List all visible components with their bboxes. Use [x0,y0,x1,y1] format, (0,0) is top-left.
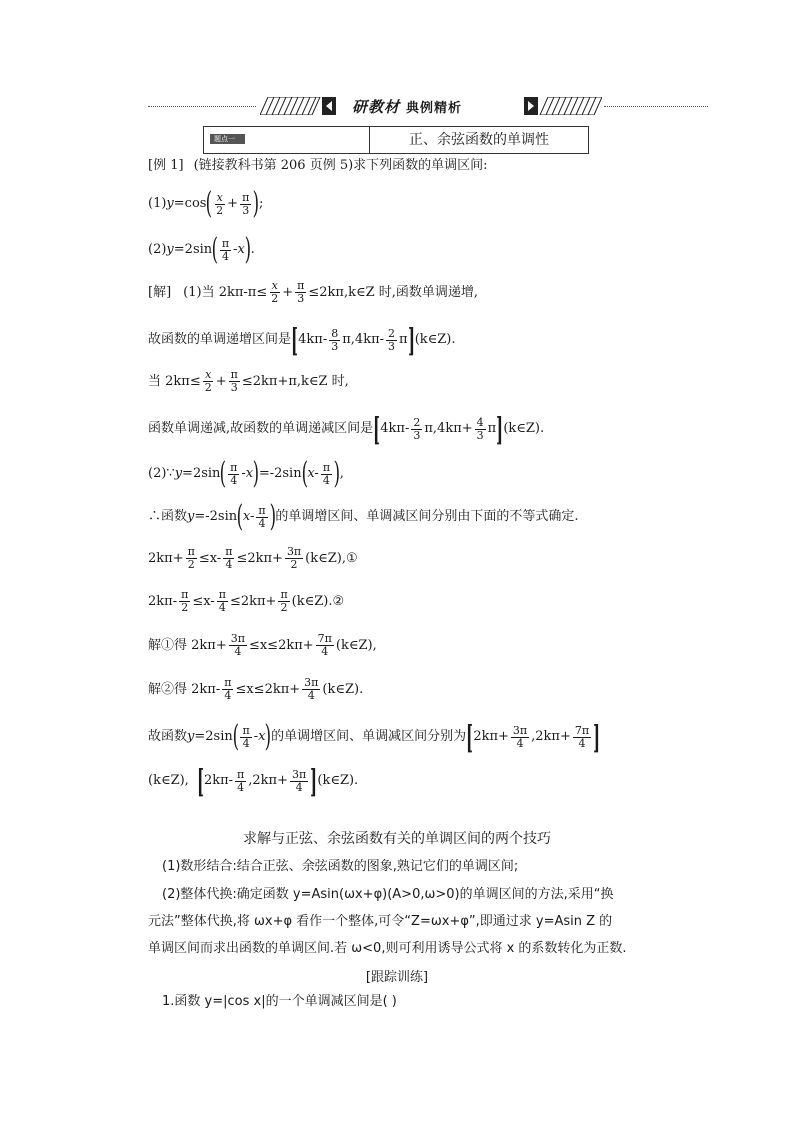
frac-den: 4 [516,736,524,750]
s8-b: ≤x- [192,593,215,609]
bracket-close: ] [407,321,415,359]
q1-end: ; [259,196,264,211]
frac-num: π [258,503,266,517]
frac-den: 4 [321,645,329,658]
q1-y: y [166,196,174,211]
s6-y: y [187,509,195,524]
frac-den: 4 [295,780,303,794]
q1-plus: + [227,196,239,211]
s9-c: (k∈Z), [335,637,377,653]
s8-a: 2kπ- [148,593,178,609]
bracket-close: ] [310,762,318,800]
topic-box [203,126,589,154]
frac-num: π [187,545,195,558]
frac-num: 7π [317,632,332,645]
paren-close: ) [244,232,251,267]
s11-c: =2sin [194,729,233,744]
tip-2-line-b: 元法”整体代换,将 ωx+φ 看作一个整体,可令“Z=ωx+φ”,即通过求 y=Asin Z 的 [148,914,613,929]
s11-frac [240,725,251,750]
bracket-open: [ [466,718,474,756]
s5-frac-1 [228,462,239,487]
solution-line-1 [148,280,478,305]
tip-1: (1)数形结合:结合正弦、余弦函数的图象,熟记它们的单调区间; [162,859,519,874]
frac-num: 3π [292,767,307,781]
s5-y: y [174,466,183,481]
header-title-a: 研教材 [352,98,401,116]
paren-open: ( [211,232,219,267]
q2-end: . [250,242,255,257]
solution-line-10 [148,677,363,702]
frac-den: 2 [290,558,298,571]
paren-open: ( [236,499,244,534]
s7-c: ≤2kπ+ [236,550,283,566]
frac-num: 7π [574,723,590,737]
s1-text-end: ≤2kπ,k∈Z 时,函数单调递增, [308,284,479,300]
frac-num: π [237,767,245,781]
header-title-b: 典例精析 [406,101,463,116]
s2-b: 4kπ- [298,332,328,347]
paren-close: ) [269,499,276,534]
frac-num: π [280,588,288,601]
frac-num: π [181,588,189,601]
s1-frac-2 [295,280,306,305]
s10-a: 解②得 2kπ- [148,681,221,697]
bracket-open: [ [291,321,298,359]
frac-den: 4 [578,736,586,750]
bracket-close: ] [593,718,601,756]
frac-num: 8 [331,326,339,340]
solution-line-2 [148,321,456,359]
tips-heading: 求解与正弦、余弦函数有关的单调区间的两个技巧 [243,831,551,847]
s6-d: x- [242,509,255,524]
s7-b: ≤x- [198,550,222,566]
s4-b: 4kπ- [380,421,410,436]
s11-y: y [187,729,195,744]
q2-y: y [166,242,174,257]
header-dots-left [148,106,256,107]
s9-a: 解①得 2kπ+ [148,637,227,653]
frac-den: 2 [271,292,279,305]
q2-minus: - [233,242,238,257]
example-line [148,157,488,175]
frac-den: 3 [331,339,339,353]
s12-c: ,2kπ+ [248,773,288,788]
s8-frac-3 [278,589,289,614]
s2-frac-2 [386,328,397,353]
s5-d: -x [241,466,254,481]
s8-d: (k∈Z).② [291,593,345,609]
s9-frac-2 [316,633,334,658]
s11-frac-2 [511,725,529,750]
header-stripes-right-icon [524,97,602,115]
frac-den: 3 [413,428,421,442]
s10-b: ≤x≤2kπ+ [235,681,301,697]
paren-open: ( [220,456,227,491]
s9-b: ≤x≤2kπ+ [248,637,314,653]
frac-num: 3π [286,545,302,558]
s5-c: =2sin [182,466,221,481]
solution-line-3 [148,369,349,394]
frac-num: x [216,190,223,204]
solution-line-12 [148,762,359,800]
frac-den: 3 [242,203,250,217]
tip-2-line-a: (2)整体代换:确定函数 y=Asin(ωx+φ)(A>0,ω>0)的单调区间的方法,采用“换 [162,887,614,902]
frac-den: 4 [230,473,238,487]
solution-label: [解] [148,284,172,300]
q1-frac-2 [240,192,251,217]
paren-open: ( [301,456,308,491]
solution-line-4 [148,410,545,448]
s11-frac-3 [573,725,591,750]
frac-num: 4 [476,415,484,429]
s3-plus: + [215,373,227,389]
s2-c: π,4kπ- [342,332,385,347]
s8-frac-2 [217,589,228,614]
s1-plus: + [282,284,294,300]
header-dots-right [604,106,708,107]
s12-a: (k∈Z), [148,773,189,788]
solution-line-6 [148,499,579,534]
frac-den: 4 [237,780,245,794]
bracket-open: [ [373,410,381,448]
s10-c: (k∈Z). [322,681,364,697]
frac-num: 3π [230,632,245,645]
frac-num: π [322,460,331,474]
frac-den: 4 [224,689,232,702]
q2-frac [220,238,231,263]
q2-number: (2) [148,242,167,257]
s2-text: 故函数的单调递增区间是 [148,332,292,347]
practice-question-1: 1.函数 y=|cos x|的一个单调减区间是( ) [162,994,397,1009]
practice-heading: [跟踪训练] [365,970,429,985]
topic-tag-cell [204,127,370,153]
frac-num: π [242,723,250,737]
frac-den: 4 [307,689,315,702]
s4-frac-2 [475,417,486,442]
s12-b: 2kπ- [203,773,234,788]
frac-num: π [242,190,250,204]
s1-frac-1 [269,280,280,305]
q1-frac-1 [214,192,225,217]
q2-func: =2sin [173,242,213,257]
s7-frac-2 [223,546,234,571]
s5-g: , [339,466,344,481]
frac-num: x [205,368,212,381]
frac-den: 3 [297,292,305,305]
s7-d: (k∈Z),① [305,550,358,566]
s4-c: π,4kπ+ [424,421,473,436]
header-stripes-left-icon [260,97,338,115]
s1-text: (1)当 2kπ-π≤ [183,284,268,300]
s10-frac-1 [222,677,233,702]
s10-frac-2 [302,677,320,702]
frac-den: 2 [181,601,189,614]
s2-d: π [399,332,408,347]
s11-d: -x [253,729,266,744]
frac-den: 4 [218,601,226,614]
frac-num: x [271,279,278,292]
s9-frac-1 [229,633,247,658]
frac-den: 4 [322,473,330,487]
frac-num: 2 [388,326,396,340]
s6-a: ∴函数 [148,509,188,524]
frac-num: π [218,588,226,601]
frac-den: 4 [242,736,250,750]
question-2 [148,232,255,267]
s5-a: (2)∵ [148,466,175,481]
s12-d: (k∈Z). [317,773,359,788]
solution-line-7 [148,546,358,571]
q1-number: (1) [148,196,167,211]
topic-title: 正、余弦函数的单调性 [409,132,549,148]
q1-func: =cos [173,196,207,211]
solution-line-5 [148,456,344,491]
s4-text: 函数单调递减,故函数的单调递减区间是 [148,421,374,436]
s5-f: x- [307,466,319,481]
frac-num: 2 [413,415,421,429]
s3-frac-1 [203,369,214,394]
frac-num: π [230,460,238,474]
bracket-close: ] [496,410,504,448]
header-title [352,96,462,117]
s7-frac-3 [285,546,303,571]
frac-den: 3 [230,381,238,394]
s7-frac-1 [186,546,197,571]
paren-close: ) [252,186,260,221]
frac-num: π [225,545,233,558]
frac-den: 4 [221,249,229,263]
s4-d: π [487,421,497,436]
s11-a: 故函数 [148,729,188,744]
paren-close: ) [265,719,272,754]
s2-e: (k∈Z). [414,332,456,347]
s11-e: 的单调增区间、单调减区间分别为 [271,729,467,744]
s4-frac-1 [411,417,422,442]
s6-frac [256,505,267,530]
header-banner [148,95,708,119]
frac-den: 4 [225,558,233,571]
s5-e: =-2sin [258,466,302,481]
frac-num: π [224,676,232,689]
s8-frac-1 [179,589,190,614]
topic-tag: 题点一 [210,134,245,144]
paren-open: ( [232,719,239,754]
solution-line-9 [148,633,377,658]
solution-line-8 [148,589,344,614]
s11-g: ,2kπ+ [531,729,571,744]
example-label: [例 1] [148,158,184,173]
frac-den: 4 [258,516,266,530]
paren-close: ) [252,456,260,491]
s7-a: 2kπ+ [148,550,184,566]
solution-line-11 [148,718,601,756]
frac-den: 2 [280,601,288,614]
frac-den: 2 [216,203,224,217]
frac-num: π [297,279,305,292]
s11-f: 2kπ+ [473,729,509,744]
s12-frac-1 [235,769,246,794]
paren-close: ) [333,456,341,491]
example-intro: (链接教科书第 206 页例 5)求下列函数的单调区间: [193,158,488,173]
s4-e: (k∈Z). [503,421,545,436]
bracket-open: [ [196,762,204,800]
frac-den: 2 [204,381,212,394]
frac-den: 3 [388,339,396,353]
frac-num: π [221,236,230,250]
s6-c: =-2sin [194,509,238,524]
frac-num: π [230,368,238,381]
s5-frac-2 [321,462,332,487]
frac-den: 4 [234,645,242,658]
frac-num: 3π [512,723,528,737]
s3-text-end: ≤2kπ+π,k∈Z 时, [241,373,349,389]
s2-frac-1 [329,328,340,353]
s8-c: ≤2kπ+ [229,593,277,609]
s3-text: 当 2kπ≤ [148,373,201,389]
frac-den: 3 [476,428,484,442]
frac-num: 3π [304,676,319,689]
s12-frac-2 [290,769,308,794]
s6-e: 的单调增区间、单调减区间分别由下面的不等式确定. [275,509,579,524]
s3-frac-2 [229,369,240,394]
paren-open: ( [206,186,213,221]
q2-x: x [237,242,245,257]
question-1 [148,186,264,221]
tip-2-line-c: 单调区间而求出函数的单调区间.若 ω<0,则可利用诱导公式将 x 的系数转化为正数. [148,941,627,956]
frac-den: 2 [187,558,195,571]
